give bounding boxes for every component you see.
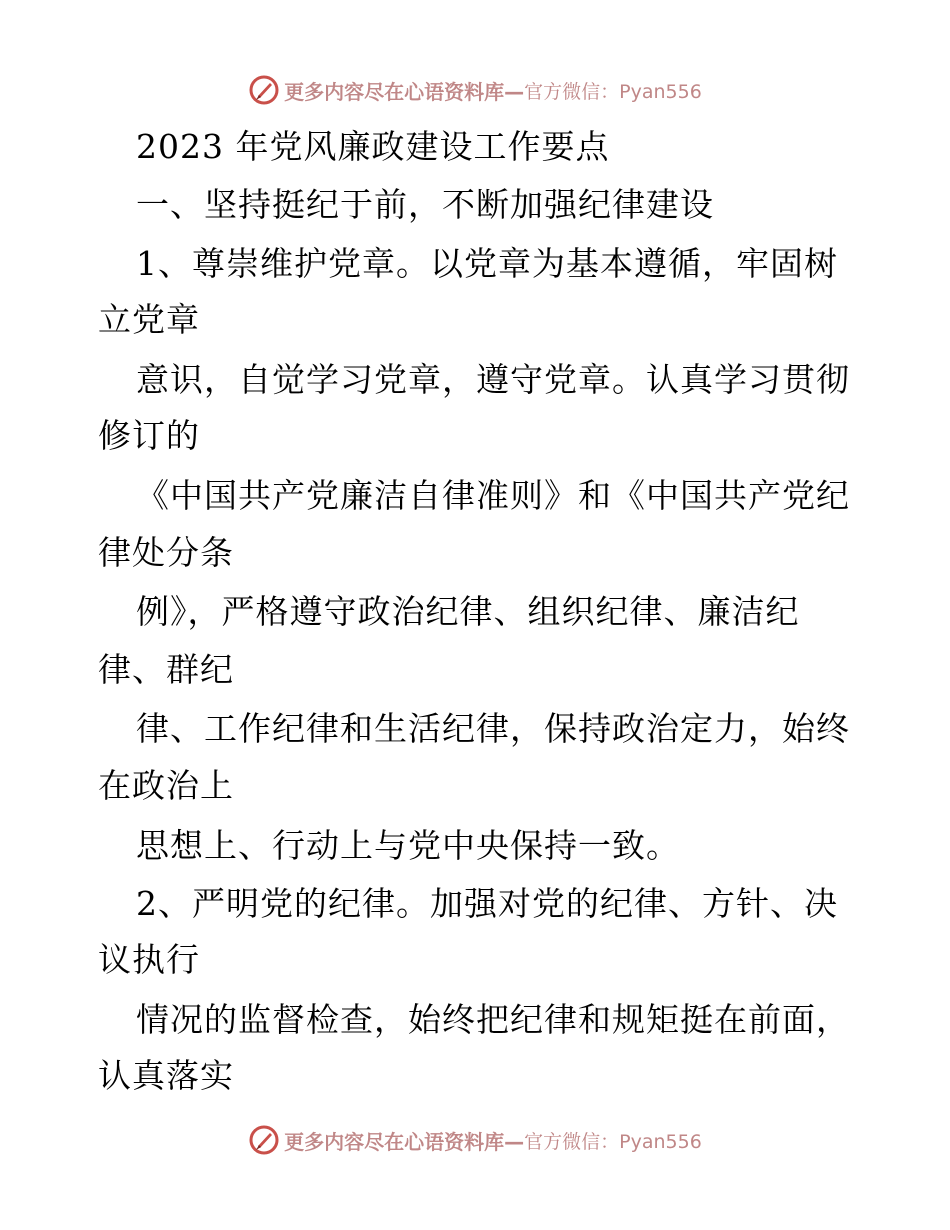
- banner-text: 更多内容尽在心语资料库—: [284, 1129, 525, 1154]
- text-line: 例》，严格遵守政治纪律、组织纪律、廉洁纪: [136, 592, 800, 631]
- document-title: 2023 年党风廉政建设工作要点: [136, 127, 610, 166]
- text-line: 意识，自觉学习党章，遵守党章。认真学习贯彻: [136, 360, 850, 399]
- text-line: 律处分条: [98, 533, 234, 572]
- banner-contact: 官方微信：Pyan556: [524, 80, 702, 103]
- text-line: 情况的监督检查，始终把纪律和规矩挺在前面，: [136, 1000, 850, 1039]
- text-line: 律、群纪: [98, 650, 234, 689]
- text-line: 思想上、行动上与党中央保持一致。: [136, 826, 680, 865]
- text-line: 修订的: [98, 416, 200, 455]
- text-line: 认真落实: [98, 1056, 234, 1095]
- logo-icon: [248, 1124, 280, 1156]
- footer-banner: [0, 1120, 950, 1160]
- banner-contact: 官方微信：Pyan556: [524, 1130, 702, 1153]
- text-line: 律、工作纪律和生活纪律，保持政治定力，始终: [136, 709, 850, 748]
- text-line: 1、尊崇维护党章。以党章为基本遵循，牢固树: [136, 244, 838, 283]
- banner-text: 更多内容尽在心语资料库—: [284, 79, 525, 104]
- text-line: 2、严明党的纪律。加强对党的纪律、方针、决: [136, 884, 838, 923]
- text-line: 《中国共产党廉洁自律准则》和《中国共产党纪: [136, 476, 850, 515]
- text-line: 议执行: [98, 940, 200, 979]
- section-heading: 一、坚持挺纪于前，不断加强纪律建设: [136, 185, 714, 224]
- text-line: 立党章: [98, 300, 200, 339]
- text-line: 在政治上: [98, 766, 234, 805]
